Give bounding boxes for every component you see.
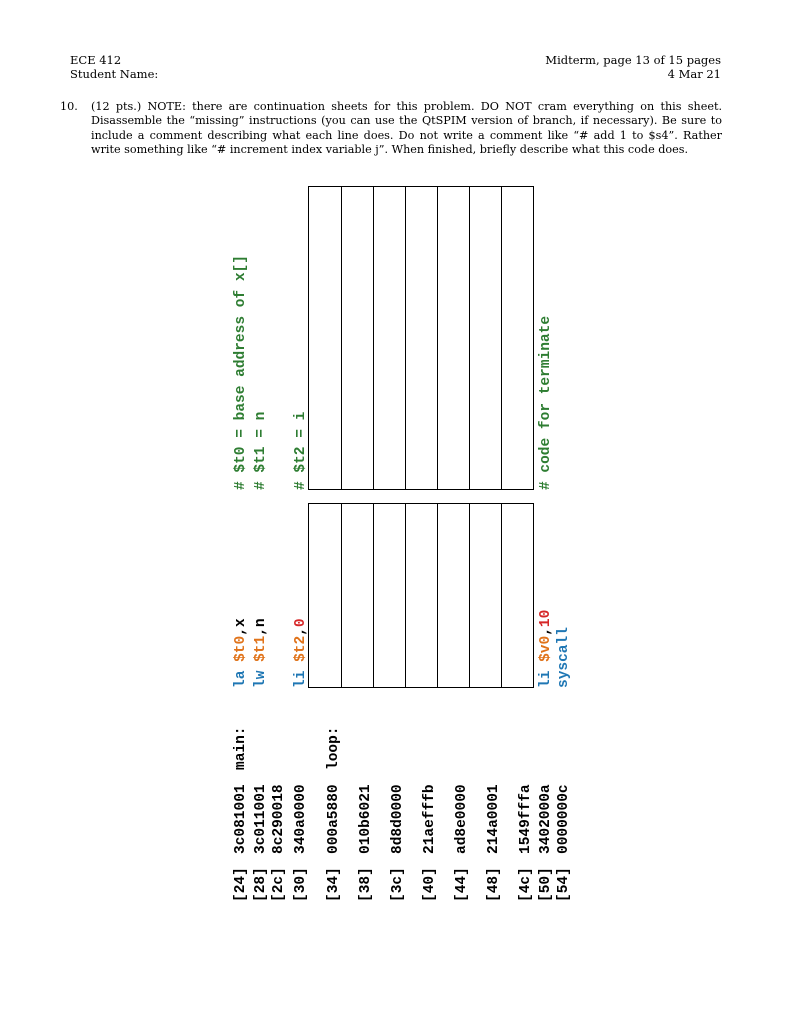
problem-statement bbox=[60, 100, 722, 158]
operand: , bbox=[293, 627, 309, 636]
answer-row-divider bbox=[501, 187, 502, 489]
answer-row-divider bbox=[501, 504, 502, 687]
instruction bbox=[537, 610, 555, 688]
machine-code: 8d8d0000 bbox=[390, 784, 406, 854]
address: [2c] bbox=[271, 867, 287, 902]
answer-row-divider bbox=[469, 504, 470, 687]
answer-row-divider bbox=[341, 187, 342, 489]
machine-code: 010b6021 bbox=[358, 784, 374, 854]
problem-number: 10. bbox=[60, 100, 78, 113]
assembly-listing bbox=[232, 182, 602, 902]
code-comment: # $t0 = base address of x[] bbox=[233, 255, 249, 490]
machine-code: 3402000a bbox=[538, 784, 554, 854]
machine-code: 214a0001 bbox=[486, 784, 502, 854]
answer-row-divider bbox=[405, 504, 406, 687]
immediate: 0 bbox=[293, 618, 309, 628]
code-label: main: bbox=[233, 726, 249, 770]
address: [54] bbox=[556, 867, 572, 902]
answer-row-divider bbox=[469, 187, 470, 489]
machine-code: 3c081001 bbox=[233, 784, 249, 854]
address: [34] bbox=[326, 867, 342, 902]
course-title: ECE 412 bbox=[70, 53, 122, 67]
address: [38] bbox=[358, 867, 374, 902]
opcode: syscall bbox=[556, 627, 572, 688]
student-name-label: Student Name: bbox=[70, 67, 159, 81]
address: [44] bbox=[454, 867, 470, 902]
operand: ,n bbox=[253, 618, 269, 636]
machine-code: 3c011001 bbox=[253, 784, 269, 854]
answer-row-divider bbox=[437, 187, 438, 489]
answer-row-divider bbox=[437, 504, 438, 687]
instruction bbox=[555, 627, 573, 688]
address: [30] bbox=[293, 867, 309, 902]
answer-row-divider bbox=[405, 187, 406, 489]
register: $t0 bbox=[233, 635, 249, 662]
instruction bbox=[232, 618, 250, 688]
opcode: la bbox=[233, 670, 249, 688]
code-comment: # $t2 = i bbox=[293, 411, 309, 490]
machine-code: 8c290018 bbox=[271, 784, 287, 854]
page-info: Midterm, page 13 of 15 pages bbox=[545, 53, 721, 67]
machine-code: 340a0000 bbox=[293, 784, 309, 854]
operand: ,x bbox=[233, 618, 249, 636]
problem-text: (12 pts.) NOTE: there are continuation sheets for this problem. DO NOT cram everything on this sheet. Disassemble the “missing” instructions (you can use the QtSPIM version of branch, if necessary). Be sure to include a comment describing what each line does. Do not write a comment like “# add 1 to $s4”. Rather write something like “# increment index variable j”. When finished, briefly describe what this code does. bbox=[91, 100, 722, 157]
exam-date: 4 Mar 21 bbox=[667, 67, 721, 81]
machine-code: 21aefffb bbox=[422, 784, 438, 854]
register: $t2 bbox=[293, 635, 309, 662]
machine-code: ad8e0000 bbox=[454, 784, 470, 854]
machine-code: 1549fffa bbox=[518, 784, 534, 854]
machine-code: 0000000c bbox=[556, 784, 572, 854]
register: $t1 bbox=[253, 635, 269, 662]
operand: , bbox=[538, 627, 554, 636]
code-comment: # $t1 = n bbox=[253, 411, 269, 490]
answer-row-divider bbox=[373, 187, 374, 489]
instruction bbox=[252, 618, 270, 688]
immediate: 10 bbox=[538, 609, 554, 628]
address: [40] bbox=[422, 867, 438, 902]
address: [48] bbox=[486, 867, 502, 902]
machine-code: 000a5880 bbox=[326, 784, 342, 854]
comment-answer-box[interactable] bbox=[308, 186, 534, 490]
answer-row-divider bbox=[341, 504, 342, 687]
opcode: li bbox=[293, 670, 309, 688]
code-comment: # code for terminate bbox=[538, 315, 554, 490]
address: [3c] bbox=[390, 867, 406, 902]
register: $v0 bbox=[538, 635, 554, 662]
instruction-answer-box[interactable] bbox=[308, 503, 534, 688]
address: [50] bbox=[538, 867, 554, 902]
opcode: lw bbox=[253, 670, 269, 688]
address: [28] bbox=[253, 867, 269, 902]
address: [24] bbox=[233, 867, 249, 902]
code-label: loop: bbox=[326, 726, 342, 770]
opcode: li bbox=[538, 670, 554, 688]
address: [4c] bbox=[518, 867, 534, 902]
answer-row-divider bbox=[373, 504, 374, 687]
